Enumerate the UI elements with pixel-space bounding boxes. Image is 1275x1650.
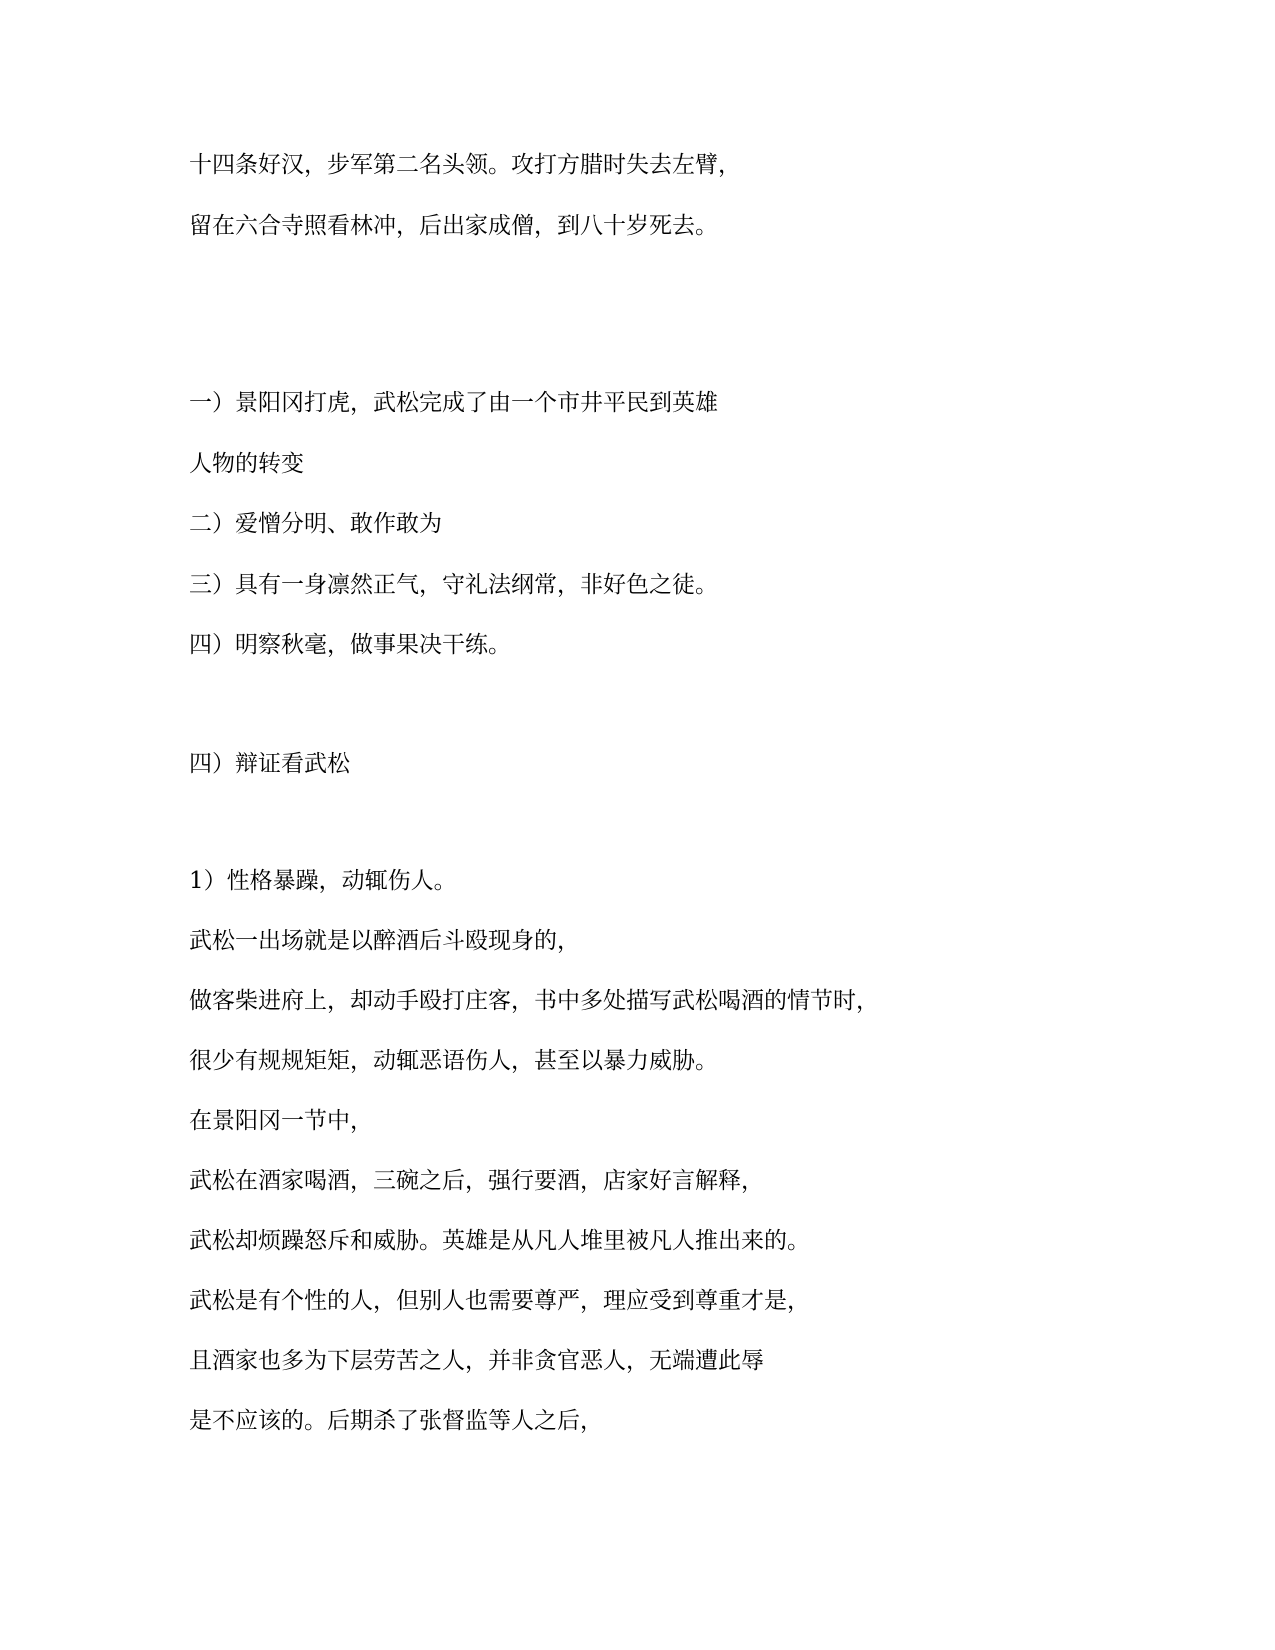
text-line: 武松在酒家喝酒，三碗之后，强行要酒，店家好言解释，	[189, 1168, 764, 1194]
text-line: 做客柴进府上，却动手殴打庄客，书中多处描写武松喝酒的情节时，	[189, 988, 879, 1014]
text-line: 留在六合寺照看林冲，后出家成僧，到八十岁死去。	[189, 213, 718, 239]
text-line: 是不应该的。后期杀了张督监等人之后，	[189, 1408, 603, 1434]
text-line: 十四条好汉，步军第二名头领。攻打方腊时失去左臂，	[189, 152, 741, 178]
text-line: 人物的转变	[189, 451, 304, 477]
text-line: 武松却烦躁怒斥和威胁。英雄是从凡人堆里被凡人推出来的。	[189, 1228, 810, 1254]
text-line: 三）具有一身凛然正气，守礼法纲常，非好色之徒。	[189, 572, 718, 598]
text-line: 很少有规规矩矩，动辄恶语伤人，甚至以暴力威胁。	[189, 1048, 718, 1074]
section-heading: 四）辩证看武松	[189, 751, 350, 777]
text-line: 一）景阳冈打虎，武松完成了由一个市井平民到英雄	[189, 390, 718, 416]
text-line: 二）爱憎分明、敢作敢为	[189, 511, 442, 537]
text-line: 武松是有个性的人，但别人也需要尊严，理应受到尊重才是，	[189, 1288, 810, 1314]
text-line: 在景阳冈一节中，	[189, 1108, 373, 1134]
text-line: 武松一出场就是以醉酒后斗殴现身的，	[189, 928, 580, 954]
text-line: 且酒家也多为下层劳苦之人，并非贪官恶人，无端遭此辱	[189, 1348, 764, 1374]
subsection-heading: 1）性格暴躁，动辄伤人。	[189, 868, 457, 894]
text-line: 四）明察秋毫，做事果决干练。	[189, 632, 511, 658]
